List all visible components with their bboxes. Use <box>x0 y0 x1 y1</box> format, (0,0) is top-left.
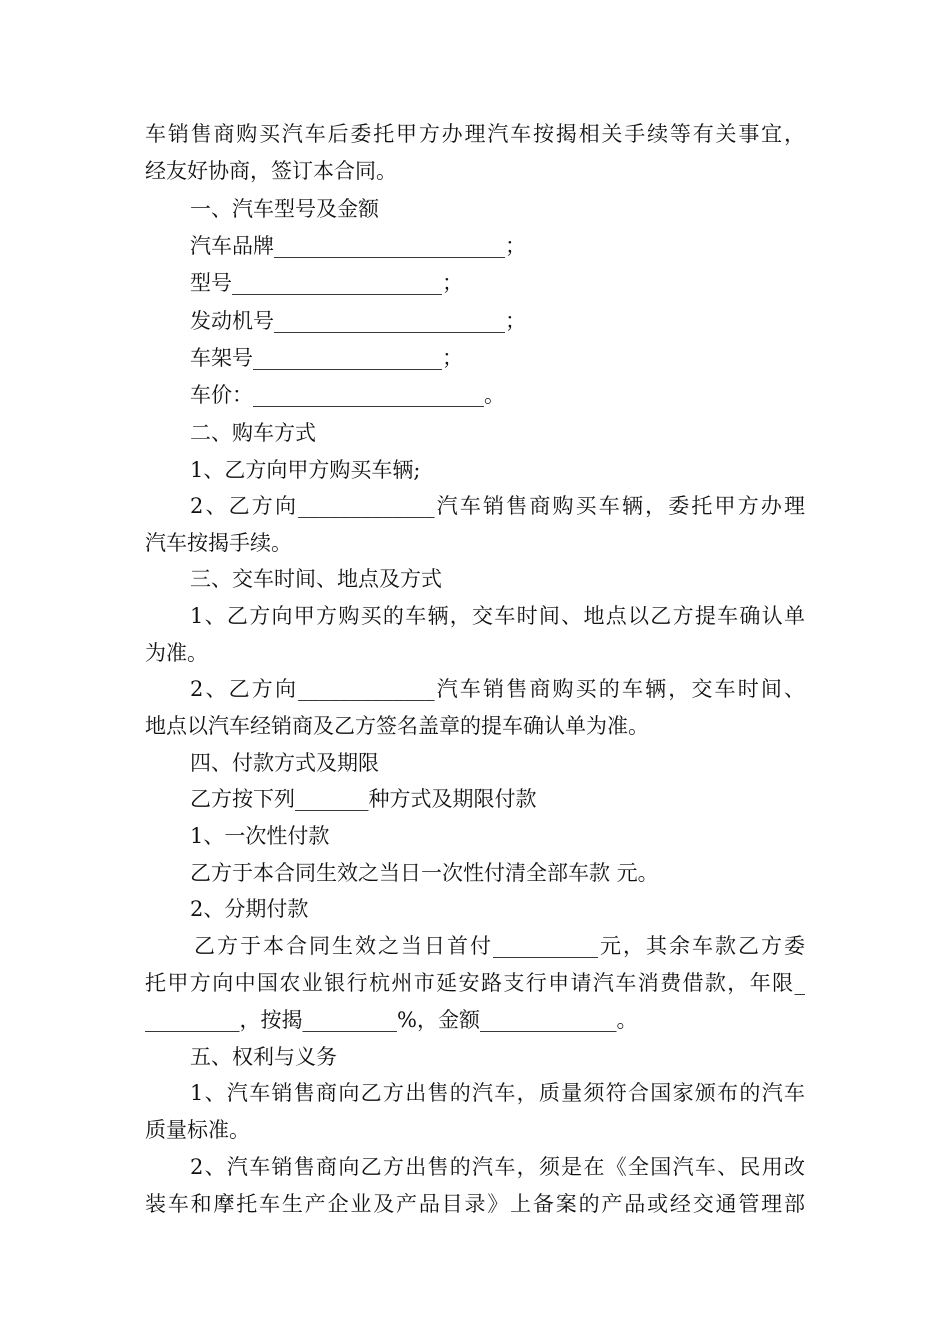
text-line: 为准。 <box>145 641 208 665</box>
text-line: 质量标准。 <box>145 1118 250 1142</box>
section-heading: 二、购车方式 <box>190 421 316 445</box>
form-field-line: 车价：______________________。 <box>190 383 505 407</box>
text-line: 2、汽车销售商向乙方出售的汽车，须是在《全国汽车、民用改 <box>190 1155 805 1179</box>
section-heading: 四、付款方式及期限 <box>190 751 379 775</box>
text-line: 1、汽车销售商向乙方出售的汽车，质量须符合国家颁布的汽车 <box>190 1081 805 1105</box>
form-field-line: 车架号__________________； <box>190 346 463 370</box>
text-line: 乙方于本合同生效之当日首付__________元，其余车款乙方委 <box>194 934 805 958</box>
text-line: 1、一次性付款 <box>190 824 330 848</box>
text-line: 2、乙方向_____________汽车销售商购买车辆，委托甲方办理 <box>190 494 805 518</box>
text-line: 1、乙方向甲方购买的车辆，交车时间、地点以乙方提车确认单 <box>190 604 805 628</box>
text-line: 乙方于本合同生效之当日一次性付清全部车款 元。 <box>190 861 659 885</box>
text-line: 地点以汽车经销商及乙方签名盖章的提车确认单为准。 <box>145 714 649 738</box>
form-field-line: 汽车品牌______________________； <box>190 234 526 258</box>
text-line: 装车和摩托车生产企业及产品目录》上备案的产品或经交通管理部 <box>145 1192 805 1216</box>
text-line: 托甲方向中国农业银行杭州市延安路支行申请汽车消费借款，年限_ <box>145 971 805 995</box>
section-heading: 一、汽车型号及金额 <box>190 197 379 221</box>
text-line: 2、分期付款 <box>190 897 309 921</box>
form-field-line: 发动机号______________________； <box>190 309 526 333</box>
text-line: 经友好协商，签订本合同。 <box>145 159 397 183</box>
form-field-line: 型号____________________； <box>190 271 463 295</box>
text-line: 车销售商购买汽车后委托甲方办理汽车按揭相关手续等有关事宜， <box>145 122 805 146</box>
text-line: 2、乙方向_____________汽车销售商购买的车辆，交车时间、 <box>190 677 805 701</box>
text-line: 1、乙方向甲方购买车辆; <box>190 458 421 482</box>
text-line: 汽车按揭手续。 <box>145 531 292 555</box>
text-line: 乙方按下列_______种方式及期限付款 <box>190 787 537 811</box>
section-heading: 三、交车时间、地点及方式 <box>190 567 442 591</box>
text-line: _________，按揭_________%，金额_____________。 <box>145 1008 638 1032</box>
section-heading: 五、权利与义务 <box>190 1045 337 1069</box>
